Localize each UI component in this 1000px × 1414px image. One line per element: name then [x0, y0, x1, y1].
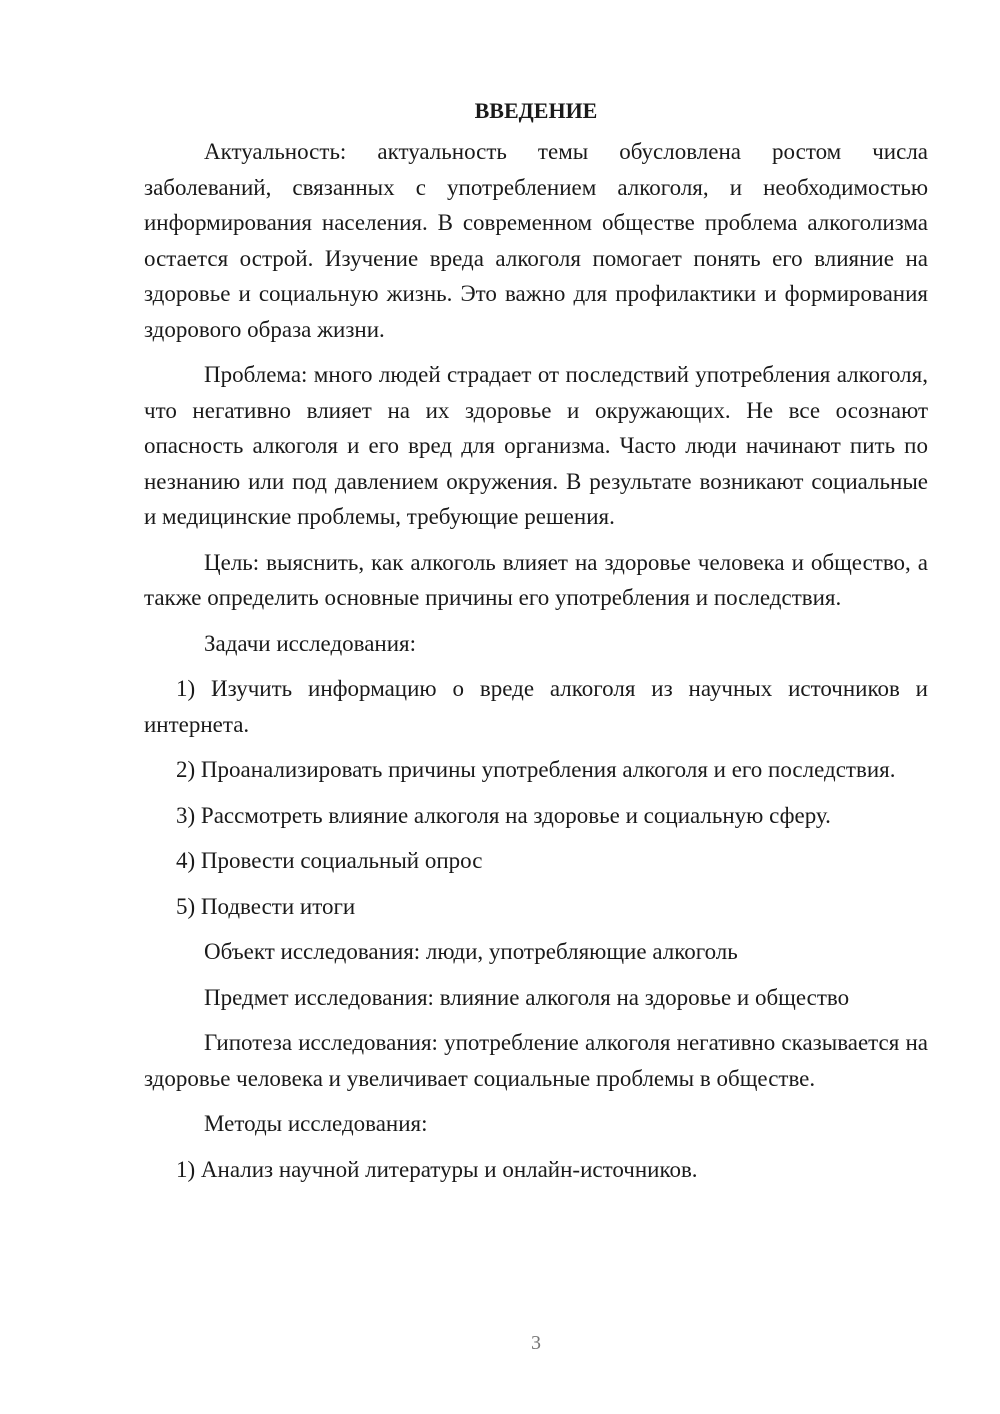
- page-number: 3: [531, 1332, 541, 1354]
- subject-paragraph: Предмет исследования: влияние алкоголя на здоровье и общество: [204, 984, 850, 1010]
- task-item-5: 5) Подвести итоги: [176, 893, 356, 919]
- goal-paragraph: Цель: выяснить, как алкоголь влияет на здоровье человека и общество, а также определить основные причины его употребления и последствия.: [144, 549, 928, 610]
- methods-heading: Методы исследования:: [204, 1111, 428, 1136]
- task-item-1: 1) Изучить информацию о вреде алкоголя из научных источников и интернета.: [144, 676, 928, 737]
- hypothesis-paragraph: Гипотеза исследования: употребление алкоголя негативно сказывается на здоровье человека и увеличивает социальные проблемы в обществе.: [144, 1030, 928, 1091]
- problem-paragraph: Проблема: много людей страдает от последствий употребления алкоголя, что негативно влияет на их здоровье и окружающих. Не все осознают опасность алкоголя и его вред для организма. Часто люди начинают пить по незнанию или под давлением окружения. В результате возникают социальные и медицинские проблемы, требующие решения.: [144, 362, 928, 529]
- method-item-1: 1) Анализ научной литературы и онлайн-источников.: [176, 1156, 698, 1182]
- actuality-paragraph: Актуальность: актуальность темы обусловлена ростом числа заболеваний, связанных с употреблением алкоголя, и необходимостью информирования населения. В современном обществе проблема алкоголизма остается острой. Изучение вреда алкоголя помогает понять его влияние на здоровье и социальную жизнь. Это важно для профилактики и формирования здорового образа жизни.: [144, 139, 928, 342]
- task-item-3: 3) Рассмотреть влияние алкоголя на здоровье и социальную сферу.: [176, 802, 831, 828]
- task-item-2: 2) Проанализировать причины употребления алкоголя и его последствия.: [176, 757, 896, 782]
- task-item-4: 4) Провести социальный опрос: [176, 848, 483, 873]
- page-content: [144, 94, 928, 1197]
- tasks-heading: Задачи исследования:: [204, 630, 417, 656]
- section-title: ВВЕДЕНИЕ: [474, 98, 598, 123]
- object-paragraph: Объект исследования: люди, употребляющие алкоголь: [204, 939, 738, 964]
